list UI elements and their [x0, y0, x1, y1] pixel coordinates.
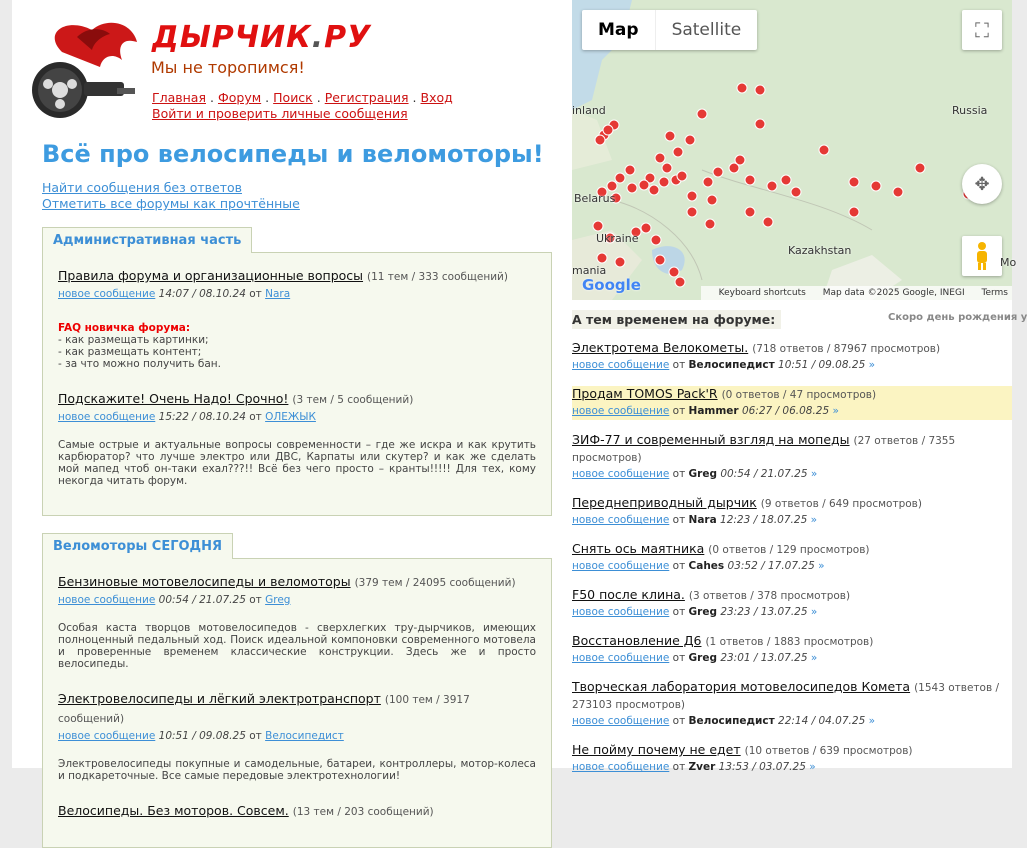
go-to-post-icon[interactable]: » — [809, 761, 816, 773]
forum-title-link[interactable]: Правила форума и организационные вопросы — [58, 268, 364, 283]
sidebar-heading: А тем временем на форуме: — [572, 310, 781, 329]
topic-count: (27 ответов / 7355 просмотров) — [572, 435, 956, 464]
topic-item — [572, 587, 1012, 621]
logo-main: ДЫРЧИК — [152, 20, 312, 55]
topic-user[interactable]: Велосипедист — [688, 715, 775, 727]
new-post-link[interactable]: новое сообщение — [572, 715, 670, 727]
topic-title-link[interactable]: ЗИФ-77 и современный взгляд на мопеды — [572, 432, 850, 447]
map-label-belarus: Belarus — [574, 192, 616, 205]
section-velomotors-today — [42, 532, 552, 848]
pegman-icon[interactable] — [962, 236, 1002, 276]
topic-datetime: 03:52 / 17.07.25 — [727, 560, 815, 572]
go-to-post-icon[interactable]: » — [818, 560, 825, 572]
topic-user[interactable]: Nara — [688, 514, 717, 526]
go-to-post-icon[interactable]: » — [810, 514, 818, 526]
forum-count: (11 тем / 333 сообщений) — [367, 271, 508, 283]
forum-count: (379 тем / 24095 сообщений) — [354, 577, 516, 589]
section-title[interactable]: Административная часть — [42, 227, 252, 253]
topic-datetime: 23:23 / 13.07.25 — [720, 606, 808, 618]
new-post-link[interactable]: новое сообщение — [572, 560, 670, 572]
topic-datetime: 12:23 / 18.07.25 — [720, 514, 808, 526]
logo-tld: РУ — [324, 20, 372, 55]
section-body — [42, 558, 552, 848]
forum-title-link[interactable]: Подскажите! Очень Надо! Срочно! — [58, 391, 289, 406]
map-data-attribution: Map data ©2025 Google, INEGI — [822, 288, 965, 298]
map-type-toggle — [582, 10, 757, 50]
section-body — [42, 252, 552, 516]
from-label: от — [672, 606, 686, 618]
topic-user[interactable]: Hammer — [688, 405, 739, 417]
from-label: от — [672, 560, 686, 572]
from-label: от — [249, 594, 262, 606]
go-to-post-icon[interactable]: » — [810, 606, 818, 618]
keyboard-shortcuts-link[interactable]: Keyboard shortcuts — [718, 288, 806, 298]
section-title[interactable]: Веломоторы СЕГОДНЯ — [42, 533, 233, 559]
from-label: от — [249, 411, 262, 423]
user-link[interactable]: Велосипедист — [265, 730, 344, 742]
go-to-post-icon[interactable]: » — [868, 359, 876, 371]
topic-title-link[interactable]: Продам TOMOS Pack'R — [572, 386, 718, 401]
forum-item — [58, 690, 536, 782]
nav-search[interactable]: Поиск — [273, 90, 313, 105]
google-logo[interactable]: Google — [582, 276, 641, 294]
topic-title-link[interactable]: Электротема Велокометы. — [572, 340, 749, 355]
post-datetime: 14:07 / 08.10.24 — [158, 288, 246, 300]
site-logo[interactable] — [22, 12, 142, 132]
topic-count: (1 ответов / 1883 просмотров) — [705, 636, 874, 648]
new-post-link[interactable]: новое сообщение — [572, 761, 670, 773]
users-map[interactable] — [572, 0, 1017, 300]
map-label-mo: Mo — [1000, 256, 1017, 269]
topic-count: (718 ответов / 87967 просмотров) — [752, 343, 941, 355]
topic-title-link[interactable]: Восстановление Д6 — [572, 633, 702, 648]
faq-line: - как размещать картинки; — [58, 334, 209, 346]
go-to-post-icon[interactable]: » — [810, 652, 818, 664]
forum-description: Самые острые и актуальные вопросы современности – где же искра и как крутить карбюратор? что лучше электро или ДВС, Карпаты или скутер? и как же сделать мой мапед чтоб он-таки ехал???!! Всё без чего просто – кранты!!!!! Для тех, кому некогда читать форум. — [58, 439, 536, 487]
topic-title-link[interactable]: Переднеприводный дырчик — [572, 495, 757, 510]
new-post-link[interactable]: новое сообщение — [572, 514, 670, 526]
topic-count: (1543 ответов / 273103 просмотров) — [572, 682, 1000, 711]
post-datetime: 15:22 / 08.10.24 — [158, 411, 246, 423]
topic-count: (0 ответов / 129 просмотров) — [708, 544, 870, 556]
new-post-link[interactable]: новое сообщение — [58, 411, 156, 423]
topic-count: (9 ответов / 649 просмотров) — [760, 498, 922, 510]
go-to-post-icon[interactable]: » — [832, 405, 839, 417]
from-label: от — [672, 652, 686, 664]
topic-title-link[interactable]: F50 после клина. — [572, 587, 685, 602]
forum-item — [58, 573, 536, 670]
from-label: от — [672, 715, 686, 727]
topic-item — [572, 742, 1012, 776]
logo-dot: . — [311, 20, 325, 55]
section-admin — [42, 226, 552, 516]
map-type-map-button[interactable]: Map — [598, 20, 639, 40]
fullscreen-icon[interactable]: ⛶ — [962, 10, 1002, 50]
topic-title-link[interactable]: Не пойму почему не едет — [572, 742, 741, 757]
new-post-link[interactable]: новое сообщение — [572, 652, 670, 664]
topic-count: (3 ответов / 378 просмотров) — [688, 590, 851, 602]
forum-count: (100 тем / 3917 сообщений) — [58, 694, 470, 725]
topic-user[interactable]: Greg — [688, 468, 717, 480]
new-post-link[interactable]: новое сообщение — [58, 730, 156, 742]
topic-item — [572, 679, 1012, 730]
topic-user[interactable]: Zver — [688, 761, 716, 773]
from-label: от — [672, 514, 686, 526]
map-label-russia: Russia — [952, 104, 988, 117]
nav-forum[interactable]: Форум — [217, 90, 262, 105]
topic-user[interactable]: Велосипедист — [688, 359, 775, 371]
faq-title: FAQ новичка форума: — [58, 322, 191, 334]
from-label: от — [672, 359, 686, 371]
map-label-kazakhstan: Kazakhstan — [788, 244, 852, 257]
from-label: от — [672, 761, 686, 773]
quick-links — [42, 180, 300, 212]
topic-title-link[interactable]: Творческая лаборатория мотовелосипедов Комета — [572, 679, 911, 694]
topic-title-link[interactable]: Снять ось маятника — [572, 541, 705, 556]
map-label-finland: inland — [572, 104, 606, 117]
topic-datetime: 06:27 / 06.08.25 — [741, 405, 830, 417]
topic-datetime: 00:54 / 21.07.25 — [720, 468, 808, 480]
new-post-link[interactable]: новое сообщение — [572, 359, 670, 371]
from-label: от — [672, 468, 686, 480]
forum-title-link[interactable]: Электровелосипеды и лёгкий электротранспорт — [58, 691, 381, 706]
nav-login-check-messages[interactable]: Войти и проверить личные сообщения — [152, 106, 408, 121]
from-label: от — [249, 288, 262, 300]
topic-count: (10 ответов / 639 просмотров) — [744, 745, 913, 757]
new-post-link[interactable]: новое сообщение — [572, 405, 670, 417]
topic-datetime: 10:51 / 09.08.25 — [778, 359, 866, 371]
topic-datetime: 13:53 / 03.07.25 — [718, 761, 806, 773]
topic-user[interactable]: Cahes — [688, 560, 725, 572]
nav-register[interactable]: Регистрация — [324, 90, 409, 105]
logo-slogan: Мы не торопимся! — [151, 58, 305, 77]
nav-login[interactable]: Вход — [420, 90, 453, 105]
forum-item — [58, 802, 536, 821]
camera-control-icon[interactable]: ✥ — [962, 164, 1002, 204]
forum-item — [58, 267, 536, 370]
page-title: Всё про велосипеды и веломоторы! — [42, 140, 544, 168]
topic-item — [572, 541, 1012, 575]
faq-line: - как размещать контент; — [58, 346, 202, 358]
forum-item — [58, 390, 536, 487]
forum-count: (13 тем / 203 сообщений) — [292, 806, 434, 818]
nav-home[interactable]: Главная — [152, 90, 206, 105]
topic-item — [572, 340, 1012, 374]
go-to-post-icon[interactable]: » — [810, 468, 818, 480]
map-label-romania: mania — [572, 264, 607, 277]
user-link[interactable]: ОЛЕЖЫК — [265, 411, 316, 423]
new-post-link[interactable]: новое сообщение — [572, 468, 670, 480]
forum-description: Электровелосипеды покупные и самодельные, батареи, контроллеры, мотор-колеса и подкареточные. Все самые передовые электротехнологии! — [58, 758, 536, 782]
topic-count: (0 ответов / 47 просмотров) — [721, 389, 877, 401]
map-type-satellite-button[interactable]: Satellite — [655, 10, 758, 50]
topic-item-highlighted — [572, 386, 1012, 420]
mark-read-link[interactable]: Отметить все форумы как прочтённые — [42, 196, 300, 211]
topic-datetime: 23:01 / 13.07.25 — [720, 652, 808, 664]
new-post-link[interactable]: новое сообщение — [58, 288, 156, 300]
topic-datetime: 22:14 / 04.07.25 — [778, 715, 866, 727]
forum-description: Особая каста творцов мотовелосипедов - сверхлегких тру-дырчиков, имеющих полноценный педальный ход. Поиск идеальной компоновки современного мотовела и проверенные временем классические конструкции. Здесь же и просто велосипеды. — [58, 622, 536, 670]
terms-link[interactable]: Terms — [981, 288, 1008, 298]
from-label: от — [672, 405, 686, 417]
map-label-ukraine: Ukraine — [596, 232, 639, 245]
faq-line: - за что можно получить бан. — [58, 358, 221, 370]
sidebar — [572, 0, 1027, 773]
topic-item — [572, 495, 1012, 529]
go-to-post-icon[interactable]: » — [868, 715, 876, 727]
topic-item — [572, 633, 1012, 667]
user-link[interactable]: Greg — [265, 594, 291, 606]
from-label: от — [249, 730, 262, 742]
topic-user[interactable]: Greg — [688, 652, 717, 664]
unanswered-link[interactable]: Найти сообщения без ответов — [42, 180, 242, 195]
new-post-link[interactable]: новое сообщение — [58, 594, 156, 606]
forum-count: (3 тем / 5 сообщений) — [292, 394, 414, 406]
user-link[interactable]: Nara — [265, 288, 291, 300]
recent-topics-list — [572, 340, 1012, 788]
new-post-link[interactable]: новое сообщение — [572, 606, 670, 618]
post-datetime: 10:51 / 09.08.25 — [158, 730, 246, 742]
logo-wordmark[interactable] — [152, 20, 371, 55]
main-column — [12, 0, 572, 818]
map-footer — [701, 286, 1012, 300]
page — [12, 0, 1027, 818]
forum-title-link[interactable]: Велосипеды. Без моторов. Совсем. — [58, 803, 289, 818]
faq-block — [58, 322, 536, 370]
post-datetime: 00:54 / 21.07.25 — [158, 594, 246, 606]
topic-item — [572, 432, 1012, 483]
topic-user[interactable]: Greg — [688, 606, 717, 618]
birthday-ticker: Скоро день рождения у — [888, 312, 1027, 323]
top-nav: Главная . Форум . Поиск . Регистрация . Вход Войти и проверить личные сообщения — [152, 90, 453, 121]
forum-title-link[interactable]: Бензиновые мотовелосипеды и веломоторы — [58, 574, 351, 589]
